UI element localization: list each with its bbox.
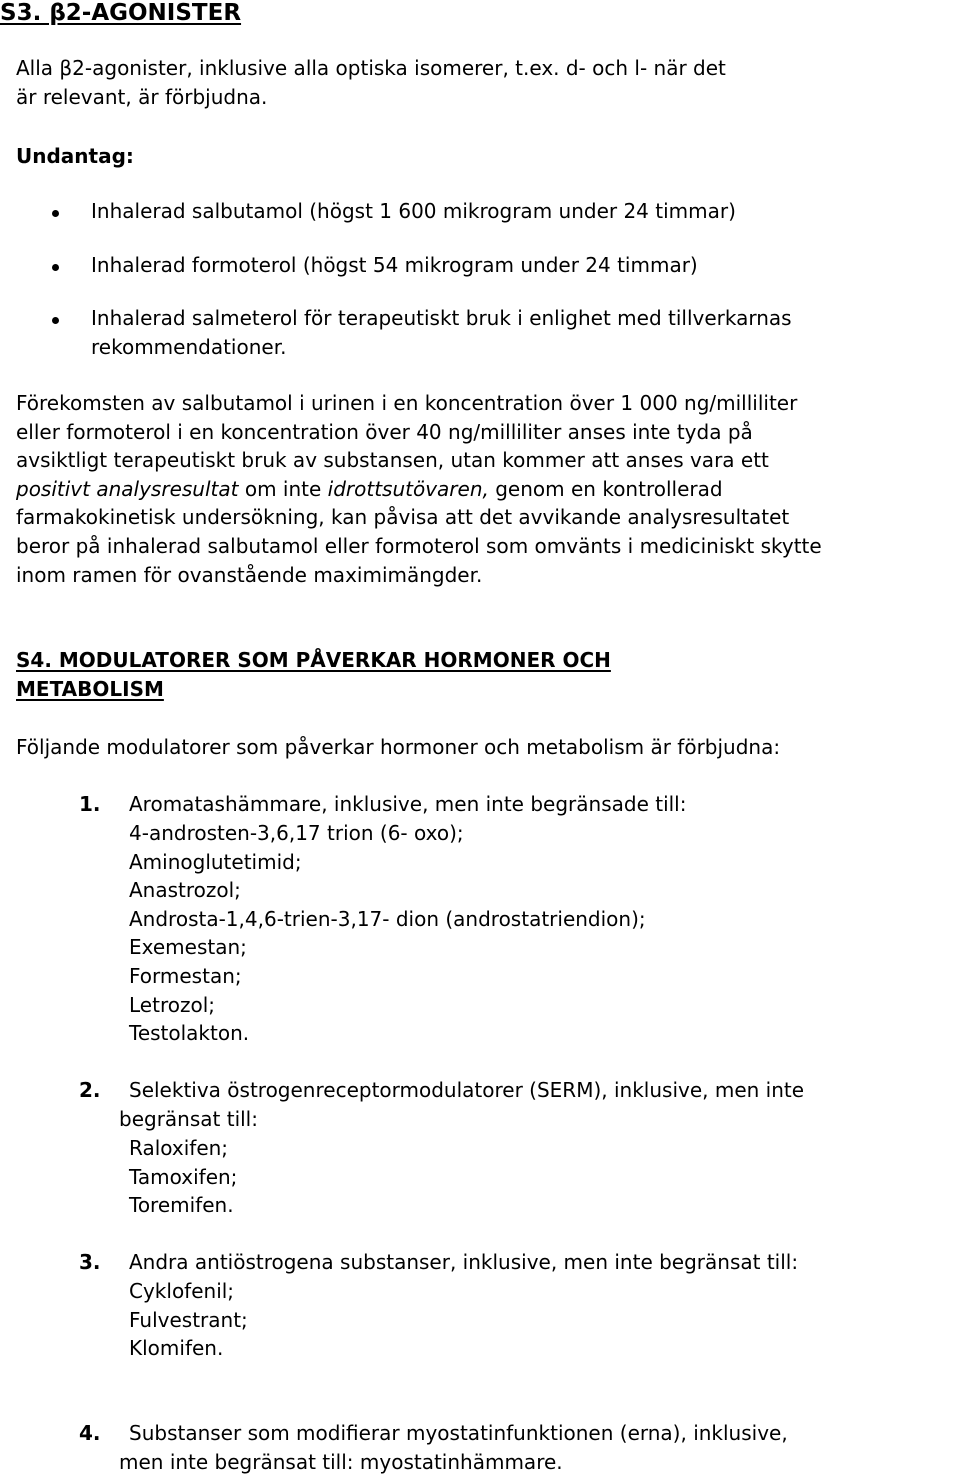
item-4-number: 4.	[79, 1421, 101, 1445]
list-item: Tamoxifen;	[129, 1164, 238, 1189]
list-item: Formestan;	[129, 963, 242, 988]
bullet-icon	[52, 210, 59, 217]
s3-paragraph-line-7: inom ramen för ovanstående maximimängder.	[16, 563, 483, 587]
exception-item-3: Inhalerad salmeterol för terapeutiskt bruk i enlighet med tillverkarnas	[91, 306, 792, 330]
item-3-heading: Andra antiöstrogena substanser, inklusive, men inte begränsat till:	[129, 1250, 799, 1274]
list-item: Toremifen.	[129, 1193, 234, 1218]
bullet-icon	[52, 317, 59, 324]
item-2-heading-continuation: begränsat till:	[119, 1107, 258, 1131]
s3-paragraph-line-4-end: genom en kontrollerad	[488, 477, 723, 501]
item-3-substance-list	[129, 1277, 248, 1363]
list-item: Aminoglutetimid;	[129, 849, 302, 874]
s3-intro-line-2: är relevant, är förbjudna.	[16, 85, 268, 109]
s3-paragraph-line-3: avsiktligt terapeutiskt bruk av substansen, utan kommer att anses vara ett	[16, 448, 769, 472]
exception-item-1: Inhalerad salbutamol (högst 1 600 mikrogram under 24 timmar)	[91, 199, 736, 223]
s3-exception-label: Undantag:	[16, 144, 134, 168]
item-3-number: 3.	[79, 1250, 101, 1274]
item-1-substance-list	[129, 819, 646, 1048]
list-item: Cyklofenil;	[129, 1279, 235, 1303]
item-2-number: 2.	[79, 1078, 101, 1102]
list-item: Klomifen.	[129, 1336, 224, 1361]
list-item: Exemestan;	[129, 935, 247, 960]
list-item: Androsta-1,4,6-trien-3,17- dion (androstatriendion);	[129, 906, 646, 931]
s4-heading-line-2: METABOLISM	[16, 677, 164, 701]
list-item: Anastrozol;	[129, 878, 241, 903]
s3-paragraph-line-1: Förekomsten av salbutamol i urinen i en koncentration över 1 000 ng/milliliter	[16, 391, 798, 415]
s3-paragraph-line-2: eller formoterol i en koncentration över 40 ng/milliliter anses inte tyda på	[16, 420, 753, 444]
s4-heading	[16, 646, 611, 704]
s4-heading-line-1: S4. MODULATORER SOM PÅVERKAR HORMONER OCH	[16, 648, 611, 672]
item-4-heading-continuation: men inte begränsat till: myostatinhämmare.	[119, 1450, 563, 1474]
list-item: 4-androsten-3,6,17 trion (6- oxo);	[129, 821, 464, 845]
positivt-analysresultat-term: positivt analysresultat	[16, 477, 239, 501]
item-1-number: 1.	[79, 792, 101, 816]
s3-paragraph-line-6: beror på inhalerad salbutamol eller formoterol som omvänts i mediciniskt skytte	[16, 534, 822, 558]
item-2-substance-list	[129, 1134, 237, 1220]
list-item: Fulvestrant;	[129, 1307, 248, 1332]
item-1-heading: Aromatashämmare, inklusive, men inte begränsade till:	[129, 792, 687, 816]
s3-intro-line-1: Alla β2-agonister, inklusive alla optiska isomerer, t.ex. d- och l- när det	[16, 56, 726, 80]
idrottsutovaren-term: idrottsutövaren,	[327, 477, 489, 501]
exception-item-3-continuation: rekommendationer.	[91, 335, 287, 359]
item-4-heading: Substanser som modifierar myostatinfunktionen (erna), inklusive,	[129, 1421, 788, 1445]
s3-paragraph-line-5: farmakokinetisk undersökning, kan påvisa att det avvikande analysresultatet	[16, 505, 790, 529]
exception-item-2: Inhalerad formoterol (högst 54 mikrogram under 24 timmar)	[91, 253, 698, 277]
list-item: Letrozol;	[129, 992, 215, 1017]
s3-paragraph-line-4	[16, 475, 723, 504]
list-item: Testolakton.	[129, 1021, 250, 1046]
item-2-heading: Selektiva östrogenreceptormodulatorer (SERM), inklusive, men inte	[129, 1078, 805, 1102]
bullet-icon	[52, 264, 59, 271]
s3-heading: S3. β2-AGONISTER	[0, 0, 242, 26]
s4-intro: Följande modulatorer som påverkar hormoner och metabolism är förbjudna:	[16, 735, 781, 759]
s3-paragraph-line-4-text: om inte	[238, 477, 328, 501]
list-item: Raloxifen;	[129, 1136, 229, 1160]
